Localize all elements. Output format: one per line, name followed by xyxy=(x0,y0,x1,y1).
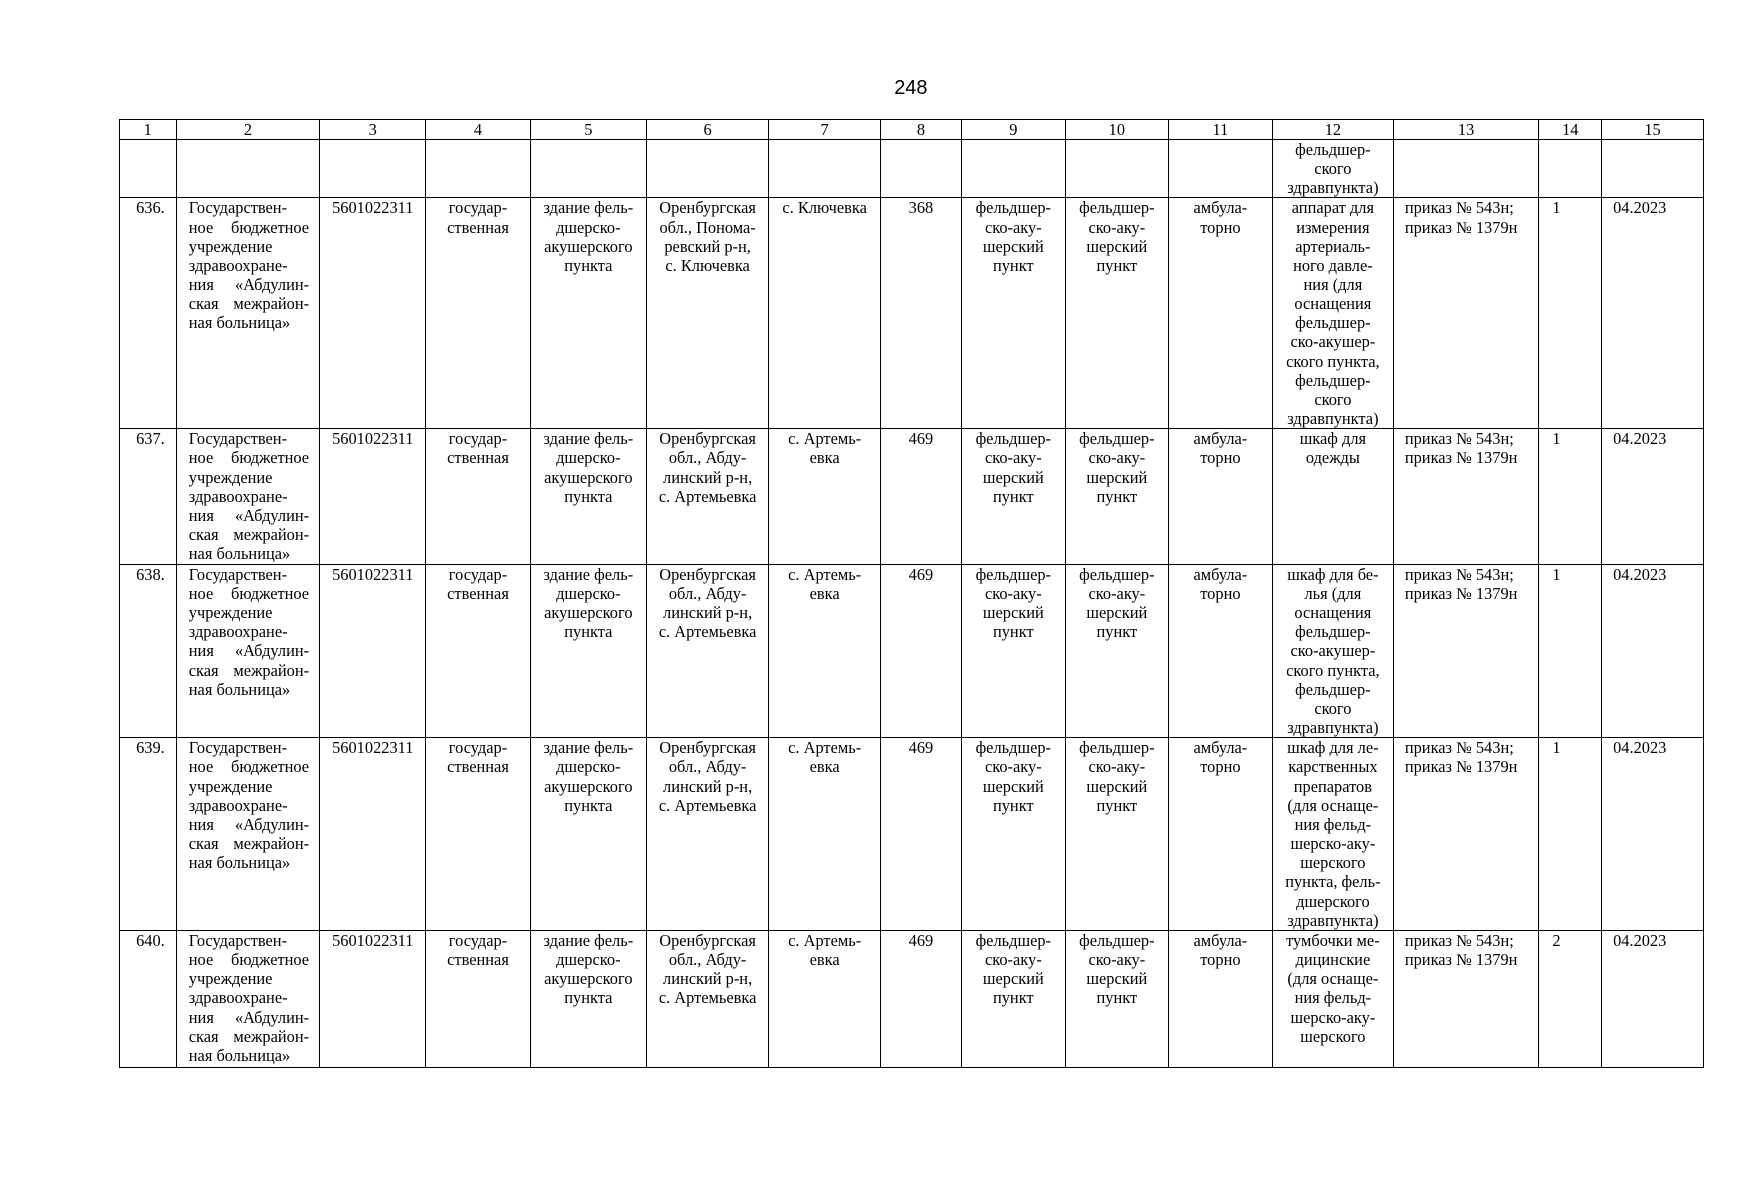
text-line: ская межрайон- xyxy=(188,660,310,680)
equipment-item-cell: фельдшер- ского здравпункта) xyxy=(1272,139,1393,197)
column-header-15: 15 xyxy=(1602,119,1704,139)
address-cell: Оренбургская обл., Абду- линский р-н, с. Артемьевка xyxy=(647,738,769,931)
equipment-register-table xyxy=(119,119,1704,1068)
ownership-form-cell xyxy=(426,139,530,197)
quantity-cell: 1 xyxy=(1539,738,1602,931)
text-line: ская межрайон- xyxy=(188,294,310,314)
address-cell: Оренбургская обл., Понома- ревский р-н, с. Ключевка xyxy=(647,198,769,429)
row-number-cell xyxy=(119,139,176,197)
text-line: учреждение xyxy=(188,776,273,796)
text-line: ния «Абдулин- xyxy=(188,505,310,525)
text-line: ская межрайон- xyxy=(188,834,310,854)
date-cell: 04.2023 xyxy=(1602,564,1704,738)
care-mode-cell: амбула- торно xyxy=(1168,198,1272,429)
date-cell xyxy=(1602,139,1704,197)
column-header-10: 10 xyxy=(1065,119,1168,139)
text-line: ская межрайон- xyxy=(188,525,310,544)
text-line: Государствен- xyxy=(188,198,288,218)
text-line: ская межрайон- xyxy=(188,1026,310,1046)
quantity-cell: 1 xyxy=(1539,198,1602,429)
facility-type-cell: фельдшер- ско-аку- шерский пункт xyxy=(961,738,1065,931)
equipment-item-cell: тумбочки ме- дицинские (для оснаще- ния фельд- шерско-аку- шерского xyxy=(1272,930,1393,1067)
facility-subtype-cell xyxy=(1065,139,1168,197)
date-cell: 04.2023 xyxy=(1602,738,1704,931)
ownership-form-cell: государ- ственная xyxy=(426,429,530,565)
text-line: здравоохране- xyxy=(188,988,288,1008)
facility-type-cell: фельдшер- ско-аку- шерский пункт xyxy=(961,198,1065,429)
regulation-cell xyxy=(1393,139,1539,197)
column-header-13: 13 xyxy=(1393,119,1539,139)
ownership-form-cell: государ- ственная xyxy=(426,198,530,429)
settlement-cell xyxy=(769,139,881,197)
column-header-1: 1 xyxy=(119,119,176,139)
text-line: ния «Абдулин- xyxy=(188,1007,310,1027)
ownership-form-cell: государ- ственная xyxy=(426,738,530,931)
number-value-cell xyxy=(881,139,962,197)
column-header-11: 11 xyxy=(1168,119,1272,139)
text-line: учреждение xyxy=(188,467,273,487)
institution-name-cell xyxy=(176,429,319,565)
number-value-cell: 469 xyxy=(881,429,962,565)
building-cell: здание фель- дшерско- акушерского пункта xyxy=(530,198,647,429)
institution-name-cell xyxy=(176,564,319,738)
text-line: ное бюджетное xyxy=(188,757,310,777)
table-row xyxy=(119,139,1703,197)
quantity-cell: 1 xyxy=(1539,429,1602,565)
text-line: ная больница» xyxy=(188,853,291,873)
date-cell: 04.2023 xyxy=(1602,930,1704,1067)
inn-cell: 5601022311 xyxy=(320,198,426,429)
inn-cell xyxy=(320,139,426,197)
text-line: учреждение xyxy=(188,236,273,256)
quantity-cell xyxy=(1539,139,1602,197)
settlement-cell: с. Ключевка xyxy=(769,198,881,429)
text-line: ная больница» xyxy=(188,1045,291,1065)
date-cell: 04.2023 xyxy=(1602,198,1704,429)
address-cell: Оренбургская обл., Абду- линский р-н, с. Артемьевка xyxy=(647,564,769,738)
column-header-5: 5 xyxy=(530,119,647,139)
text-line: здравоохране- xyxy=(188,622,288,642)
institution-name-cell xyxy=(176,139,319,197)
text-line: здравоохране- xyxy=(188,795,288,815)
address-cell: Оренбургская обл., Абду- линский р-н, с. Артемьевка xyxy=(647,930,769,1067)
date-cell: 04.2023 xyxy=(1602,429,1704,565)
column-header-9: 9 xyxy=(961,119,1065,139)
column-header-12: 12 xyxy=(1272,119,1393,139)
building-cell: здание фель- дшерско- акушерского пункта xyxy=(530,564,647,738)
number-value-cell: 469 xyxy=(881,564,962,738)
text-line: ная больница» xyxy=(188,313,291,333)
number-value-cell: 469 xyxy=(881,930,962,1067)
text-line: ния «Абдулин- xyxy=(188,274,310,294)
column-header-14: 14 xyxy=(1539,119,1602,139)
row-number-cell: 639. xyxy=(119,738,176,931)
facility-subtype-cell: фельдшер- ско-аку- шерский пункт xyxy=(1065,738,1168,931)
text-line: учреждение xyxy=(188,969,273,989)
quantity-cell: 2 xyxy=(1539,930,1602,1067)
row-number-cell: 636. xyxy=(119,198,176,429)
text-line: здравоохране- xyxy=(188,255,288,275)
text-line: ния «Абдулин- xyxy=(188,641,310,661)
inn-cell: 5601022311 xyxy=(320,564,426,738)
table-row xyxy=(119,738,1703,931)
page-number: 248 xyxy=(894,77,928,99)
column-header-8: 8 xyxy=(881,119,962,139)
text-line: ное бюджетное xyxy=(188,217,310,237)
text-line: ная больница» xyxy=(188,544,291,564)
building-cell: здание фель- дшерско- акушерского пункта xyxy=(530,738,647,931)
text-line: здравоохране- xyxy=(188,486,288,506)
facility-type-cell xyxy=(961,139,1065,197)
equipment-item-cell: шкаф для ле- карственных препаратов (для оснаще- ния фельд- шерско-аку- шерского пункта, фель- дшерского здравпункта) xyxy=(1272,738,1393,931)
column-header-2: 2 xyxy=(176,119,319,139)
text-line: ное бюджетное xyxy=(188,950,310,970)
text-line: Государствен- xyxy=(188,429,288,449)
care-mode-cell: амбула- торно xyxy=(1168,429,1272,565)
ownership-form-cell: государ- ственная xyxy=(426,564,530,738)
regulation-cell: приказ № 543н; приказ № 1379н xyxy=(1393,930,1539,1067)
regulation-cell: приказ № 543н; приказ № 1379н xyxy=(1393,564,1539,738)
row-number-cell: 640. xyxy=(119,930,176,1067)
regulation-cell: приказ № 543н; приказ № 1379н xyxy=(1393,429,1539,565)
text-line: Государствен- xyxy=(188,564,288,584)
regulation-cell: приказ № 543н; приказ № 1379н xyxy=(1393,198,1539,429)
equipment-item-cell: шкаф для одежды xyxy=(1272,429,1393,565)
regulation-cell: приказ № 543н; приказ № 1379н xyxy=(1393,738,1539,931)
building-cell: здание фель- дшерско- акушерского пункта xyxy=(530,930,647,1067)
equipment-item-cell: аппарат для измерения артериаль- ного давле- ния (для оснащения фельдшер- ско-акушер- ского пункта, фельдшер- ского здравпункта) xyxy=(1272,198,1393,429)
table-row xyxy=(119,429,1703,565)
table-body xyxy=(119,139,1703,1067)
row-number-cell: 638. xyxy=(119,564,176,738)
header-row xyxy=(119,119,1703,139)
institution-name-cell xyxy=(176,930,319,1067)
facility-type-cell: фельдшер- ско-аку- шерский пункт xyxy=(961,429,1065,565)
institution-name-cell xyxy=(176,198,319,429)
care-mode-cell xyxy=(1168,139,1272,197)
care-mode-cell: амбула- торно xyxy=(1168,738,1272,931)
table-header xyxy=(119,119,1703,139)
table-row xyxy=(119,930,1703,1067)
settlement-cell: с. Артемь- евка xyxy=(769,930,881,1067)
column-header-6: 6 xyxy=(647,119,769,139)
text-line: ное бюджетное xyxy=(188,583,310,603)
institution-name-cell xyxy=(176,738,319,931)
care-mode-cell: амбула- торно xyxy=(1168,930,1272,1067)
facility-subtype-cell: фельдшер- ско-аку- шерский пункт xyxy=(1065,564,1168,738)
column-header-7: 7 xyxy=(769,119,881,139)
quantity-cell: 1 xyxy=(1539,564,1602,738)
settlement-cell: с. Артемь- евка xyxy=(769,429,881,565)
text-line: Государствен- xyxy=(188,930,288,950)
facility-type-cell: фельдшер- ско-аку- шерский пункт xyxy=(961,930,1065,1067)
text-line: учреждение xyxy=(188,603,273,623)
row-number-cell: 637. xyxy=(119,429,176,565)
equipment-item-cell: шкаф для бе- лья (для оснащения фельдшер- ско-акушер- ского пункта, фельдшер- ского здравпункта) xyxy=(1272,564,1393,738)
address-cell: Оренбургская обл., Абду- линский р-н, с. Артемьевка xyxy=(647,429,769,565)
text-line: ния «Абдулин- xyxy=(188,814,310,834)
text-line: ная больница» xyxy=(188,679,291,699)
facility-subtype-cell: фельдшер- ско-аку- шерский пункт xyxy=(1065,930,1168,1067)
inn-cell: 5601022311 xyxy=(320,429,426,565)
facility-subtype-cell: фельдшер- ско-аку- шерский пункт xyxy=(1065,198,1168,429)
number-value-cell: 368 xyxy=(881,198,962,429)
column-header-4: 4 xyxy=(426,119,530,139)
text-line: ное бюджетное xyxy=(188,448,310,468)
settlement-cell: с. Артемь- евка xyxy=(769,564,881,738)
settlement-cell: с. Артемь- евка xyxy=(769,738,881,931)
text-line: Государствен- xyxy=(188,738,288,758)
address-cell xyxy=(647,139,769,197)
building-cell: здание фель- дшерско- акушерского пункта xyxy=(530,429,647,565)
number-value-cell: 469 xyxy=(881,738,962,931)
inn-cell: 5601022311 xyxy=(320,930,426,1067)
facility-subtype-cell: фельдшер- ско-аку- шерский пункт xyxy=(1065,429,1168,565)
inn-cell: 5601022311 xyxy=(320,738,426,931)
building-cell xyxy=(530,139,647,197)
column-header-3: 3 xyxy=(320,119,426,139)
ownership-form-cell: государ- ственная xyxy=(426,930,530,1067)
table-row xyxy=(119,198,1703,429)
facility-type-cell: фельдшер- ско-аку- шерский пункт xyxy=(961,564,1065,738)
table-row xyxy=(119,564,1703,738)
care-mode-cell: амбула- торно xyxy=(1168,564,1272,738)
